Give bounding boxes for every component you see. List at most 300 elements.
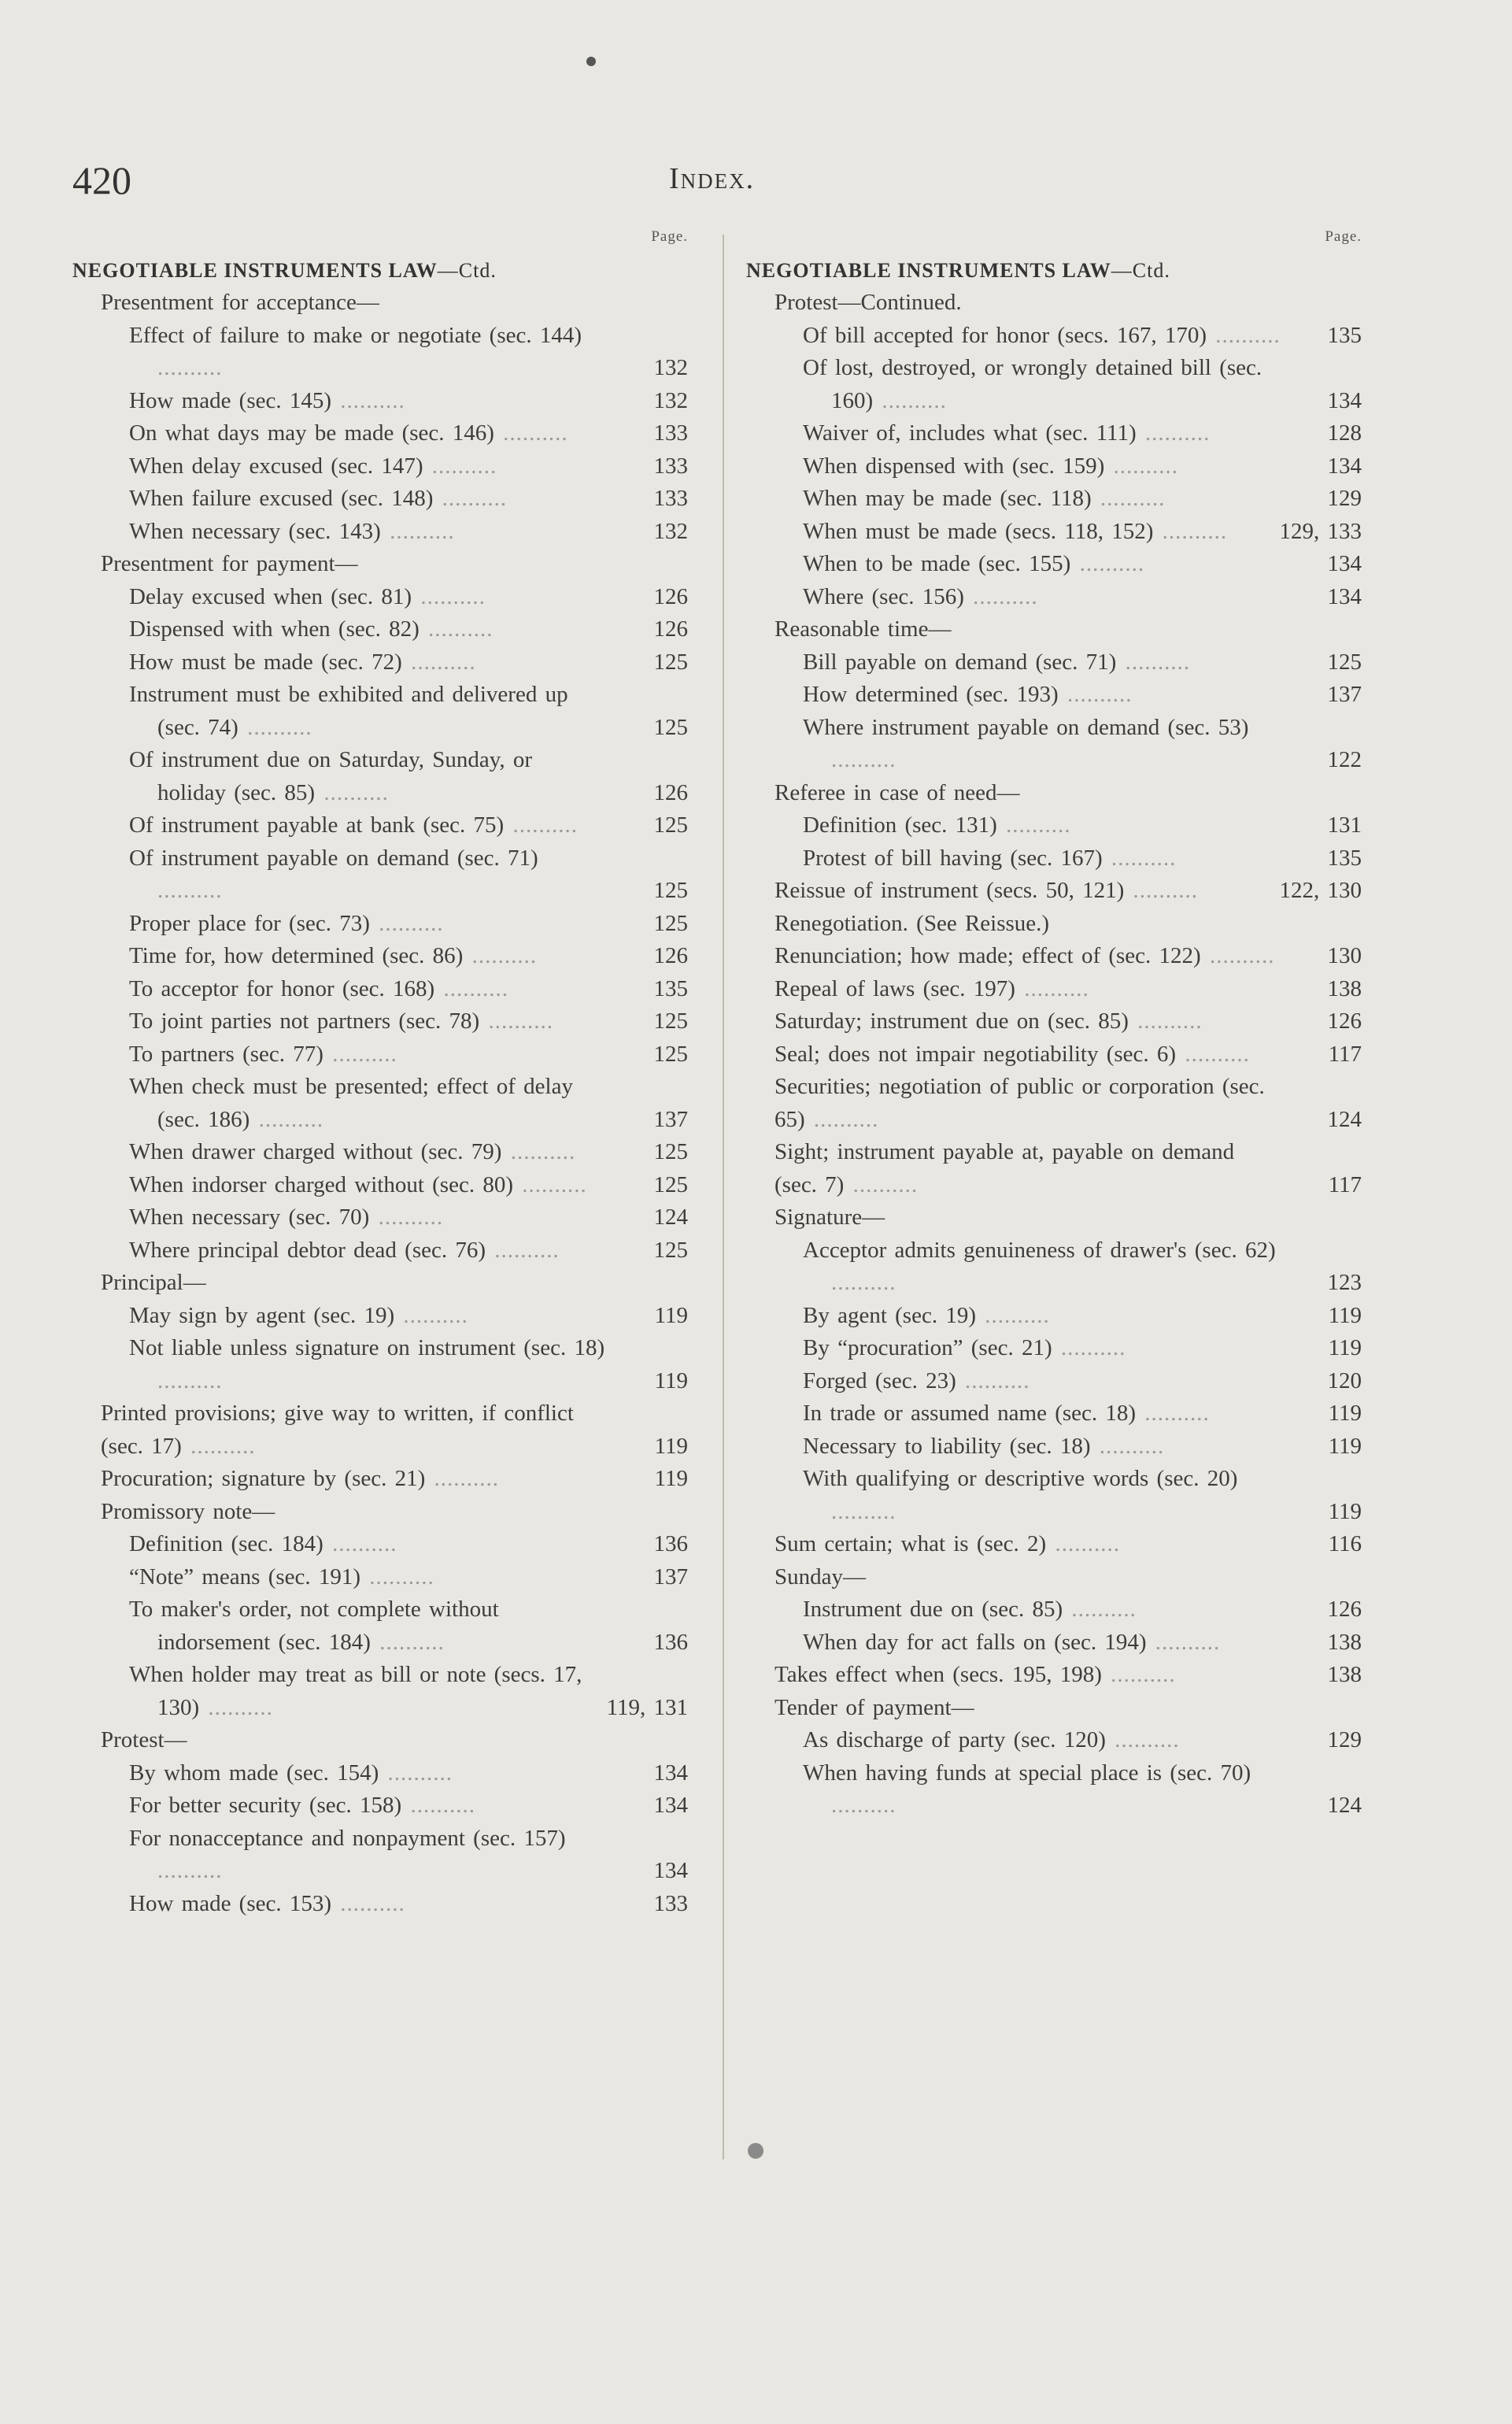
page-ref: 125 [653, 1171, 688, 1197]
entry-text: As discharge of party (sec. 120) [803, 1727, 1106, 1752]
index-entry [746, 940, 1368, 973]
page-ref: 119 [1328, 1498, 1362, 1524]
index-subentry [746, 450, 1368, 483]
leader-dots: .......... [412, 583, 486, 609]
index-entry [746, 1561, 1368, 1594]
entry-text: When necessary (sec. 143) [129, 518, 381, 544]
leader-dots: .......... [1070, 551, 1145, 576]
page-ref: 126 [1327, 1008, 1362, 1034]
page-ref: 132 [653, 355, 688, 380]
entry-text: To partners (sec. 77) [129, 1041, 323, 1067]
entry-text: Principal— [101, 1270, 206, 1295]
entry-text: In trade or assumed name (sec. 18) [803, 1401, 1137, 1426]
entry-text: Instrument must be exhibited and delivered up (sec. 74) [129, 682, 568, 740]
leader-dots: .......... [323, 1531, 397, 1556]
page-ref: 134 [1327, 387, 1362, 413]
page-ref: 123 [1327, 1270, 1362, 1295]
ink-spot-bottom [748, 2143, 763, 2159]
leader-dots: .......... [250, 1106, 324, 1132]
right-column [746, 228, 1368, 1823]
index-subentry [72, 809, 694, 842]
page-ref: 129 [1327, 1727, 1362, 1752]
leader-dots: .......... [157, 1858, 223, 1883]
leader-dots: .......... [831, 1270, 896, 1295]
page-ref: 125 [1327, 649, 1362, 675]
entry-text: Saturday; instrument due on (sec. 85) [774, 1008, 1129, 1034]
index-subentry [72, 581, 694, 614]
entry-text: Waiver of, includes what (sec. 111) [803, 420, 1137, 446]
leader-dots: .......... [831, 1793, 896, 1818]
page-ref: 125 [653, 649, 688, 675]
entry-text: Of instrument due on Saturday, Sunday, or holiday (sec. 85) [129, 747, 532, 805]
page-number: 420 [72, 158, 131, 202]
index-subentry [72, 613, 694, 646]
leader-dots: .......... [238, 714, 312, 740]
index-subentry [746, 1430, 1368, 1464]
index-entry [72, 1496, 694, 1529]
index-entry [746, 1005, 1368, 1038]
index-entry [746, 973, 1368, 1006]
index-entry [72, 1463, 694, 1496]
page-ref: 119 [654, 1466, 688, 1491]
entry-text: Printed provisions; give way to written, if conflict (sec. 17) [101, 1401, 574, 1459]
entry-text: Takes effect when (secs. 195, 198) [774, 1662, 1102, 1687]
entry-text: Of bill accepted for honor (secs. 167, 170) [803, 322, 1207, 348]
index-subentry [746, 679, 1368, 712]
leader-dots: .......... [370, 1629, 445, 1655]
index-entry [746, 1071, 1368, 1136]
index-subentry [746, 352, 1368, 417]
leader-dots: .......... [963, 583, 1038, 609]
running-head: Index. [669, 162, 756, 195]
leader-dots: .......... [423, 453, 497, 479]
leader-dots: .......... [1105, 1727, 1180, 1752]
page-ref: 134 [1327, 551, 1362, 576]
page-ref: 138 [1327, 1629, 1362, 1655]
index-subentry [72, 1593, 694, 1659]
page-ref: 134 [1327, 453, 1362, 479]
entry-text: For better security (sec. 158) [129, 1793, 402, 1818]
leader-dots: .......... [1046, 1531, 1120, 1556]
index-subentry [746, 516, 1368, 549]
entry-text: With qualifying or descriptive words (sec. 20) [803, 1466, 1238, 1491]
page-ref: 119 [654, 1302, 688, 1328]
entry-text: Reasonable time— [774, 616, 952, 642]
leader-dots: .......... [996, 812, 1071, 838]
entry-text: “Note” means (sec. 191) [129, 1564, 361, 1589]
index-subentry [72, 842, 694, 908]
entry-text: Of instrument payable at bank (sec. 75) [129, 812, 505, 838]
entry-text: Where (sec. 156) [803, 583, 964, 609]
section-heading [746, 255, 1368, 287]
page-ref: 124 [1327, 1106, 1362, 1132]
leader-dots: .......... [1102, 845, 1177, 871]
page-ref: 126 [653, 583, 688, 609]
entry-text: When to be made (sec. 155) [803, 551, 1071, 576]
page-ref: 119, 131 [606, 1694, 688, 1720]
index-subentry [72, 385, 694, 418]
entry-text: Necessary to liability (sec. 18) [803, 1433, 1091, 1459]
leader-dots: .......... [976, 1302, 1050, 1328]
leader-dots: .......... [331, 387, 405, 413]
page-ref: 132 [653, 518, 688, 544]
index-subentry [72, 1038, 694, 1071]
page-ref: 134 [653, 1793, 688, 1818]
index-entries [746, 287, 1368, 1823]
entry-text: Sight; instrument payable at, payable on demand (sec. 7) [774, 1139, 1235, 1197]
page-ref: 133 [653, 486, 688, 511]
entry-text: When dispensed with (sec. 159) [803, 453, 1105, 479]
index-subentry [72, 1201, 694, 1234]
entry-text: Where principal debtor dead (sec. 76) [129, 1237, 486, 1263]
entry-text: Sunday— [774, 1564, 866, 1589]
index-subentry [72, 1789, 694, 1823]
leader-dots: .......... [1153, 518, 1228, 544]
entry-text: Renunciation; how made; effect of (sec. 122) [774, 943, 1201, 968]
section-heading-title: NEGOTIABLE INSTRUMENTS LAW [746, 259, 1111, 282]
index-subentry [72, 744, 694, 809]
index-subentry [72, 679, 694, 744]
index-subentry [72, 973, 694, 1006]
entry-text: Referee in case of need— [774, 779, 1020, 805]
index-subentry [72, 1528, 694, 1561]
leader-dots: .......... [1090, 1433, 1165, 1459]
page-ref: 134 [1327, 583, 1362, 609]
index-entry [746, 1136, 1368, 1201]
entry-text: Presentment for payment— [101, 551, 358, 576]
index-entry [746, 1692, 1368, 1725]
leader-dots: .......... [433, 486, 508, 511]
leader-dots: .......... [157, 878, 223, 903]
leader-dots: .......... [479, 1008, 553, 1034]
entry-text: When check must be presented; effect of delay (sec. 186) [129, 1074, 573, 1132]
leader-dots: .......... [1146, 1629, 1221, 1655]
page-ref: 133 [653, 420, 688, 446]
page-ref: 124 [1327, 1793, 1362, 1818]
leader-dots: .......... [323, 1041, 397, 1067]
entry-text: For nonacceptance and nonpayment (sec. 157) [129, 1825, 566, 1851]
entry-text: When necessary (sec. 70) [129, 1205, 370, 1230]
index-subentry [72, 483, 694, 516]
leader-dots: .......... [360, 1564, 434, 1589]
leader-dots: .......... [804, 1106, 879, 1132]
index-subentry [746, 581, 1368, 614]
entry-text: To maker's order, not complete without indorsement (sec. 184) [129, 1597, 499, 1655]
entry-text: Repeal of laws (sec. 197) [774, 975, 1015, 1001]
index-subentry [746, 842, 1368, 875]
leader-dots: .......... [873, 387, 947, 413]
page-ref: 125 [653, 1008, 688, 1034]
leader-dots: .......... [157, 1367, 223, 1393]
page-ref: 133 [653, 1890, 688, 1916]
entry-text: Of lost, destroyed, or wrongly detained bill (sec. 160) [803, 355, 1262, 413]
page-ref: 132 [653, 387, 688, 413]
entry-text: Seal; does not impair negotiability (sec. 6) [774, 1041, 1177, 1067]
index-entry [746, 908, 1368, 941]
page-ref: 126 [653, 779, 688, 805]
entry-text: Instrument due on (sec. 85) [803, 1597, 1063, 1622]
entry-text: Securities; negotiation of public or corporation (sec. 65) [774, 1074, 1265, 1132]
entry-text: Proper place for (sec. 73) [129, 910, 370, 936]
entry-text: Bill payable on demand (sec. 71) [803, 649, 1117, 675]
index-subentry [746, 1463, 1368, 1528]
index-entry [746, 875, 1368, 908]
page-ref: 119 [1328, 1335, 1362, 1360]
page-ref: 119 [1328, 1433, 1362, 1459]
leader-dots: .......... [844, 1171, 919, 1197]
entry-text: When failure excused (sec. 148) [129, 486, 434, 511]
entry-text: When indorser charged without (sec. 80) [129, 1171, 513, 1197]
page-ref: 125 [653, 910, 688, 936]
index-subentry [746, 1724, 1368, 1757]
entry-text: How made (sec. 153) [129, 1890, 332, 1916]
page-ref: 131 [1327, 812, 1362, 838]
section-heading-suffix: —Ctd. [437, 259, 497, 282]
index-subentry [746, 483, 1368, 516]
entry-text: Protest— [101, 1727, 187, 1752]
page-ref: 125 [653, 812, 688, 838]
leader-dots: .......... [1124, 878, 1199, 903]
ink-spot-top [586, 57, 596, 66]
index-entry [746, 287, 1368, 320]
page-column-label: Page. [1325, 228, 1362, 245]
entry-text: How made (sec. 145) [129, 387, 332, 413]
entry-text: Presentment for acceptance— [101, 290, 379, 315]
leader-dots: .......... [1091, 486, 1166, 511]
entry-text: May sign by agent (sec. 19) [129, 1302, 395, 1328]
page-ref: 125 [653, 1139, 688, 1164]
index-subentry [72, 1300, 694, 1333]
index-subentry [72, 1823, 694, 1888]
page-ref: 116 [1328, 1531, 1362, 1556]
index-subentry [72, 320, 694, 385]
page-ref: 134 [653, 1760, 688, 1786]
page-ref: 126 [653, 943, 688, 968]
left-column [72, 228, 694, 1920]
index-entry [746, 777, 1368, 810]
leader-dots: .......... [956, 1367, 1030, 1393]
leader-dots: .......... [1136, 1401, 1210, 1426]
index-subentry [746, 1397, 1368, 1430]
entry-text: When must be made (secs. 118, 152) [803, 518, 1154, 544]
page-ref: 130 [1327, 943, 1362, 968]
index-entry [746, 613, 1368, 646]
entry-text: Forged (sec. 23) [803, 1367, 956, 1393]
entry-text: How must be made (sec. 72) [129, 649, 402, 675]
leader-dots: .......... [401, 1793, 475, 1818]
index-subentry [72, 1659, 694, 1724]
index-subentry [746, 1365, 1368, 1398]
entry-text: To acceptor for honor (sec. 168) [129, 975, 435, 1001]
index-entry [746, 1659, 1368, 1692]
entry-text: Protest of bill having (sec. 167) [803, 845, 1103, 871]
index-entry [72, 1724, 694, 1757]
index-subentry [72, 1136, 694, 1169]
leader-dots: .......... [315, 779, 389, 805]
page-ref: 122 [1327, 747, 1362, 772]
leader-dots: .......... [331, 1890, 405, 1916]
page-ref: 137 [653, 1564, 688, 1589]
index-entry [72, 1267, 694, 1300]
leader-dots: .......... [380, 518, 455, 544]
index-entry [746, 1201, 1368, 1234]
index-subentry [746, 1757, 1368, 1823]
entry-text: When holder may treat as bill or note (secs. 17, 130) [129, 1662, 582, 1720]
section-heading [72, 255, 694, 287]
page-ref: 137 [1327, 682, 1362, 707]
leader-dots: .......... [831, 1498, 896, 1524]
index-entry [746, 1038, 1368, 1071]
page-column-label: Page. [651, 228, 688, 245]
entry-text: Of instrument payable on demand (sec. 71) [129, 845, 538, 871]
page-ref: 136 [653, 1531, 688, 1556]
index-subentry [72, 1561, 694, 1594]
index-entries [72, 287, 694, 1920]
column-divider [723, 235, 724, 2159]
entry-text: When delay excused (sec. 147) [129, 453, 423, 479]
entry-text: Not liable unless signature on instrument (sec. 18) [129, 1335, 605, 1360]
index-subentry [72, 450, 694, 483]
page-ref: 129 [1327, 486, 1362, 511]
entry-text: Protest—Continued. [774, 290, 962, 315]
leader-dots: .......... [1015, 975, 1089, 1001]
leader-dots: .......... [434, 975, 508, 1001]
leader-dots: .......... [512, 1171, 587, 1197]
entry-text: Definition (sec. 131) [803, 812, 997, 838]
index-subentry [746, 646, 1368, 679]
entry-text: How determined (sec. 193) [803, 682, 1059, 707]
entry-text: Where instrument payable on demand (sec. 53) [803, 714, 1249, 740]
entry-text: To joint parties not partners (sec. 78) [129, 1008, 480, 1034]
entry-text: Renegotiation. (See Reissue.) [774, 910, 1050, 936]
entry-text: When day for act falls on (sec. 194) [803, 1629, 1147, 1655]
leader-dots: .......... [501, 1139, 576, 1164]
page-ref: 129, 133 [1279, 518, 1362, 544]
leader-dots: .......... [1101, 1662, 1176, 1687]
page-ref: 136 [653, 1629, 688, 1655]
leader-dots: .......... [1116, 649, 1191, 675]
page-ref: 125 [653, 1041, 688, 1067]
leader-dots: .......... [1207, 322, 1281, 348]
index-subentry [72, 417, 694, 450]
entry-text: By “procuration” (sec. 21) [803, 1335, 1052, 1360]
index-subentry [72, 1071, 694, 1136]
entry-text: On what days may be made (sec. 146) [129, 420, 494, 446]
entry-text: Dispensed with when (sec. 82) [129, 616, 420, 642]
page-ref: 134 [653, 1858, 688, 1883]
entry-text: When drawer charged without (sec. 79) [129, 1139, 502, 1164]
leader-dots: .......... [1058, 682, 1133, 707]
page-ref: 125 [653, 1237, 688, 1263]
leader-dots: .......... [181, 1433, 256, 1459]
leader-dots: .......... [379, 1760, 453, 1786]
page-ref: 124 [653, 1205, 688, 1230]
entry-text: Effect of failure to make or negotiate (sec. 144) [129, 322, 582, 348]
page-ref: 126 [653, 616, 688, 642]
entry-text: By whom made (sec. 154) [129, 1760, 379, 1786]
index-subentry [72, 1757, 694, 1790]
entry-text: Reissue of instrument (secs. 50, 121) [774, 878, 1125, 903]
page-ref: 128 [1327, 420, 1362, 446]
entry-text: Tender of payment— [774, 1694, 974, 1720]
entry-text: Time for, how determined (sec. 86) [129, 943, 464, 968]
leader-dots: .......... [1128, 1008, 1203, 1034]
entry-text: Sum certain; what is (sec. 2) [774, 1531, 1047, 1556]
leader-dots: .......... [401, 649, 476, 675]
leader-dots: .......... [1136, 420, 1211, 446]
entry-text: Signature— [774, 1205, 885, 1230]
page-ref: 119 [654, 1367, 688, 1393]
index-subentry [72, 516, 694, 549]
page-ref: 122, 130 [1279, 878, 1362, 903]
page-ref: 135 [1327, 322, 1362, 348]
entry-text: Delay excused when (sec. 81) [129, 583, 412, 609]
page-ref: 117 [1328, 1041, 1362, 1067]
section-heading-title: NEGOTIABLE INSTRUMENTS LAW [72, 259, 438, 282]
leader-dots: .......... [369, 910, 444, 936]
entry-text: Acceptor admits genuineness of drawer's (sec. 62) [803, 1237, 1276, 1263]
page-ref: 138 [1327, 975, 1362, 1001]
leader-dots: .......... [1052, 1335, 1126, 1360]
leader-dots: .......... [425, 1466, 500, 1491]
index-subentry [746, 417, 1368, 450]
entry-text: Procuration; signature by (sec. 21) [101, 1466, 426, 1491]
index-entry [72, 1397, 694, 1463]
index-entry [746, 1528, 1368, 1561]
index-subentry [72, 1005, 694, 1038]
page-ref: 125 [653, 878, 688, 903]
leader-dots: .......... [463, 943, 538, 968]
index-subentry [746, 809, 1368, 842]
leader-dots: .......... [1104, 453, 1179, 479]
index-subentry [746, 1332, 1368, 1365]
entry-text: Promissory note— [101, 1498, 275, 1524]
leader-dots: .......... [486, 1237, 560, 1263]
leader-dots: .......... [369, 1205, 444, 1230]
leader-dots: .......... [419, 616, 494, 642]
leader-dots: .......... [1063, 1597, 1137, 1622]
leader-dots: .......... [831, 747, 896, 772]
page-ref: 126 [1327, 1597, 1362, 1622]
index-subentry [746, 1300, 1368, 1333]
entry-text: When having funds at special place is (sec. 70) [803, 1760, 1251, 1786]
leader-dots: .......... [1200, 943, 1275, 968]
leader-dots: .......... [157, 355, 223, 380]
page-ref: 138 [1327, 1662, 1362, 1687]
index-subentry [72, 1332, 694, 1397]
page-ref: 119 [654, 1433, 688, 1459]
index-entry [72, 548, 694, 581]
section-heading-suffix: —Ctd. [1111, 259, 1170, 282]
index-subentry [746, 1626, 1368, 1660]
leader-dots: .......... [494, 420, 568, 446]
index-subentry [746, 1234, 1368, 1300]
index-subentry [72, 646, 694, 679]
index-subentry [72, 1234, 694, 1268]
leader-dots: .......... [394, 1302, 468, 1328]
index-subentry [746, 712, 1368, 777]
index-subentry [746, 548, 1368, 581]
page-ref: 135 [653, 975, 688, 1001]
page-ref: 133 [653, 453, 688, 479]
index-subentry [72, 1888, 694, 1921]
entry-text: When may be made (sec. 118) [803, 486, 1092, 511]
page-ref: 119 [1328, 1401, 1362, 1426]
entry-text: By agent (sec. 19) [803, 1302, 976, 1328]
index-subentry [72, 908, 694, 941]
entry-text: Definition (sec. 184) [129, 1531, 323, 1556]
page-ref: 125 [653, 714, 688, 740]
